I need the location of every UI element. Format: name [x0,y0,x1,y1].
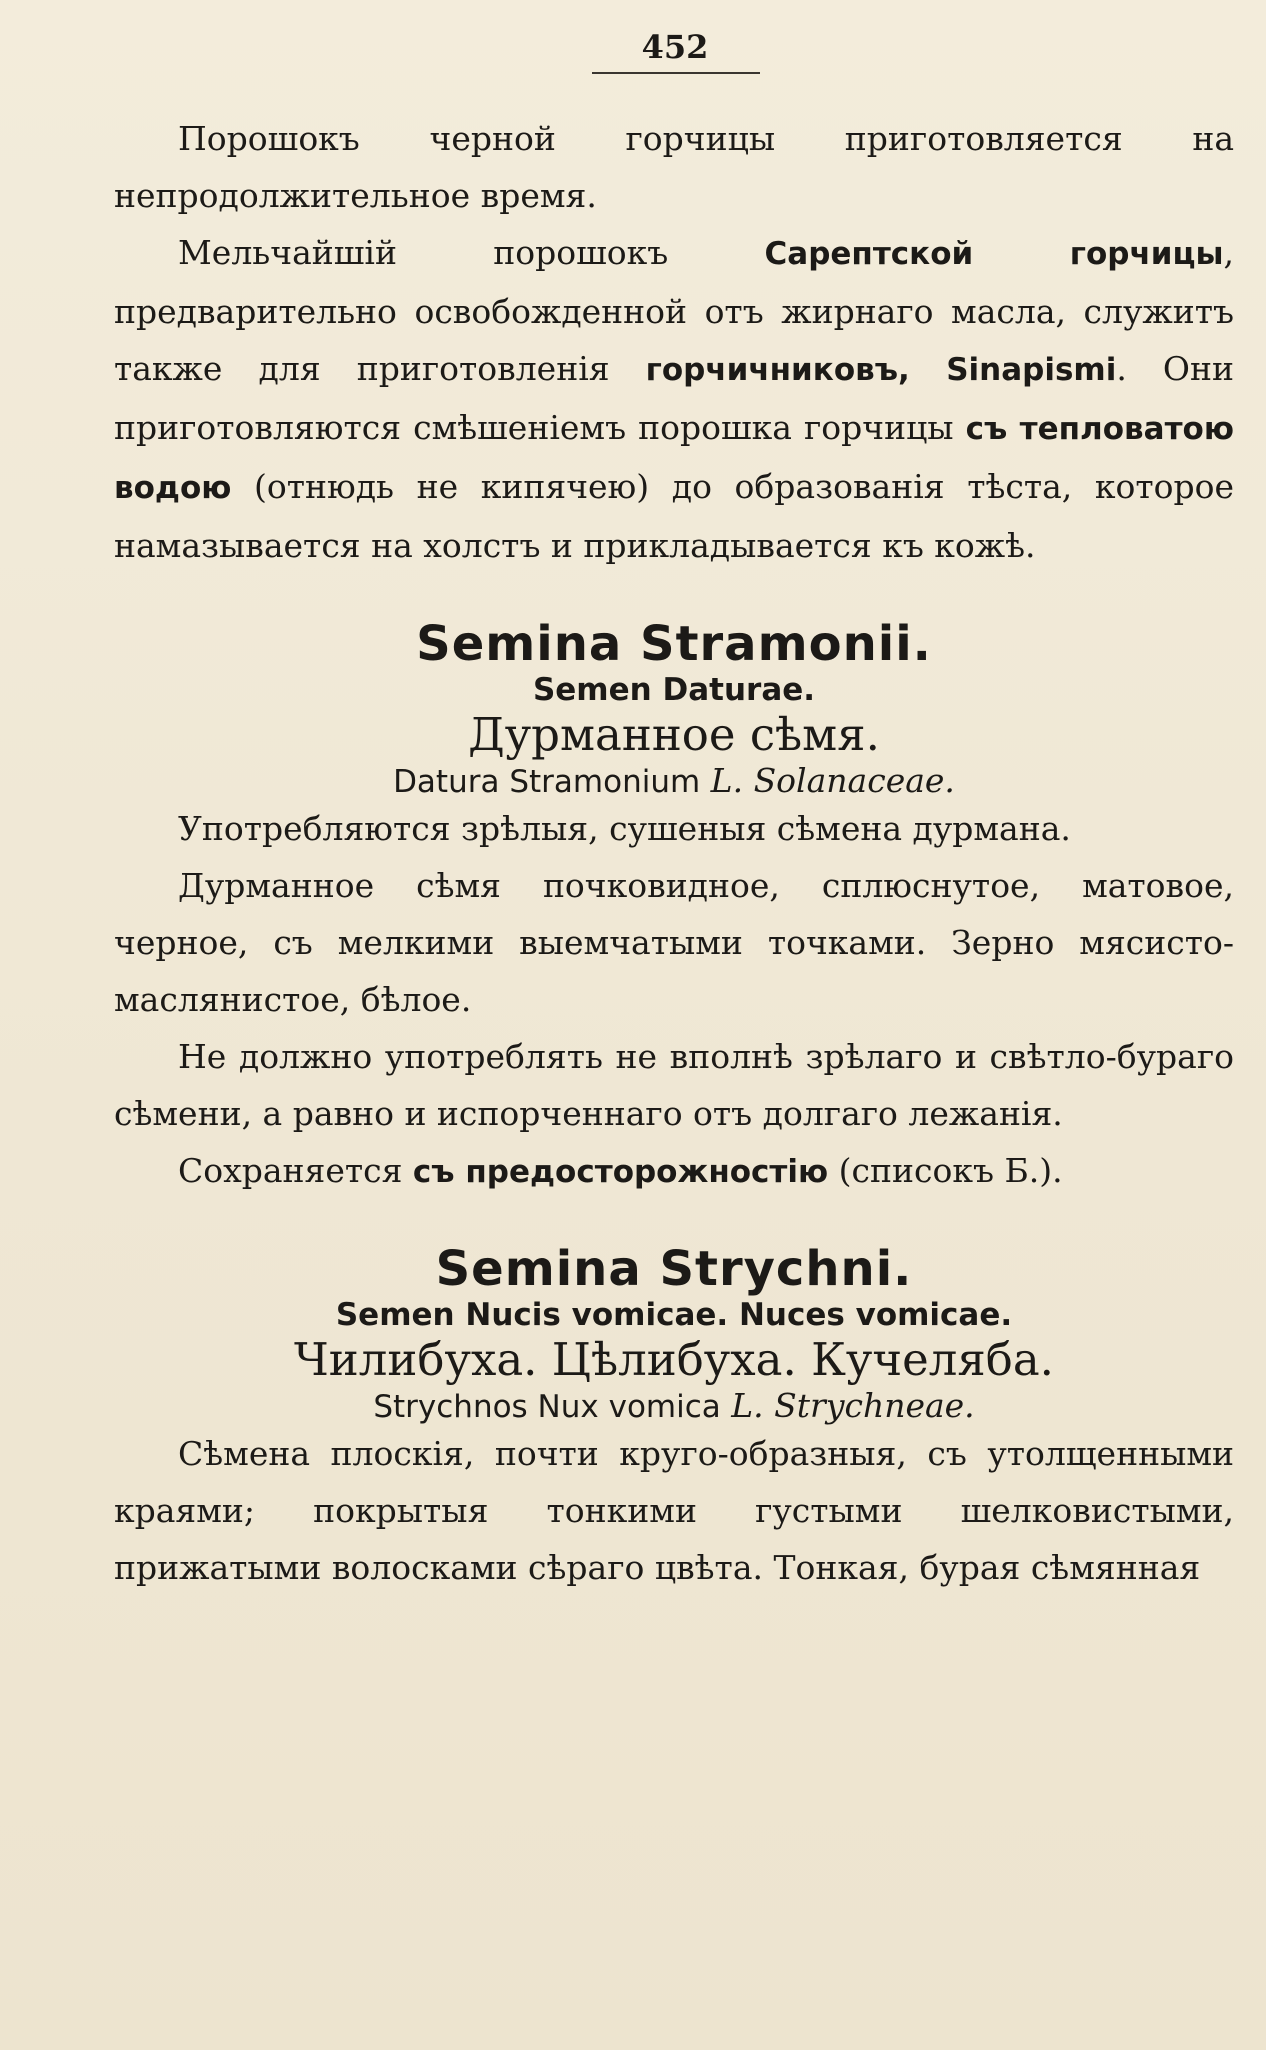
text-run: , предварительно освобожденной отъ жирнаго масла, служитъ также для приготовленія [114,233,1235,388]
bold-term: съ предосторожностію [412,1154,829,1190]
plant-name: Strychnos Nux vomica [373,1389,721,1425]
section-synonym: Semen Daturae. [532,672,816,708]
text-run: . Они приготовляются смѣшеніемъ порошка горчицы [114,349,1234,447]
section-strychni [114,1241,1234,1596]
plant-name: Datura Stramonium [393,764,701,800]
stramonii-paragraph-3: Не должно употреблять не вполнѣ зрѣлаго и свѣтло-бураго сѣмени, а равно и испорченнаго отъ долгаго лежанія. [114,1037,1234,1133]
plant-author: L. [731,1386,764,1425]
section-title: Semina Stramonii. [416,616,932,672]
text-run: (списокъ Б.). [828,1151,1063,1190]
plant-family: Strychneae. [774,1386,975,1425]
stramonii-paragraph-1: Употребляются зрѣлыя, сушеныя сѣмена дурмана. [178,809,1071,848]
section-title: Semina Strychni. [435,1241,913,1297]
strychni-paragraph-1: Сѣмена плоскія, почти круго-образныя, съ утолщенными краями; покрытыя тонкими густыми шелковистыми, прижатыми волосками сѣраго цвѣта. Тонкая, бурая сѣмянная [114,1434,1234,1587]
header-rule [592,72,760,74]
bold-term: съ тепловатою водою [114,411,1234,506]
section-synonym: Semen Nucis vomicae. Nuces vomicae. [335,1297,1013,1333]
section-botanical-name [114,1386,1234,1425]
bold-term: горчичниковъ, Sinapismi [645,352,1117,388]
section-russian-name: Дурманное сѣмя. [468,708,880,761]
section-russian-name: Чилибуха. Цѣлибуха. Кучеляба. [294,1333,1054,1386]
text-run: Сохраняется [178,1151,413,1190]
bold-term: Сарептской горчицы [764,236,1224,272]
intro-paragraph-2 [114,224,1234,574]
stramonii-paragraph-4 [114,1142,1234,1201]
section-botanical-name [114,761,1234,800]
stramonii-paragraph-2: Дурманное сѣмя почковидное, сплюснутое, матовое, черное, съ мелкими выемчатыми точками. Зерно мясисто-маслянистое, бѣлое. [114,866,1234,1019]
section-stramonii [114,616,1234,1201]
plant-family: Solanaceae. [753,761,955,800]
text-run: Мельчайшій порошокъ [178,233,765,272]
plant-author: L. [710,761,744,800]
page-number: 452 [641,28,709,66]
text-run: (отнюдь не кипячею) до образованія тѣста, которое намазывается на холстъ и прикладывается къ кожѣ. [114,467,1234,565]
intro-paragraph-1: Порошокъ черной горчицы приготовляется на непродолжительное время. [114,119,1234,215]
text-column [114,110,1234,1596]
